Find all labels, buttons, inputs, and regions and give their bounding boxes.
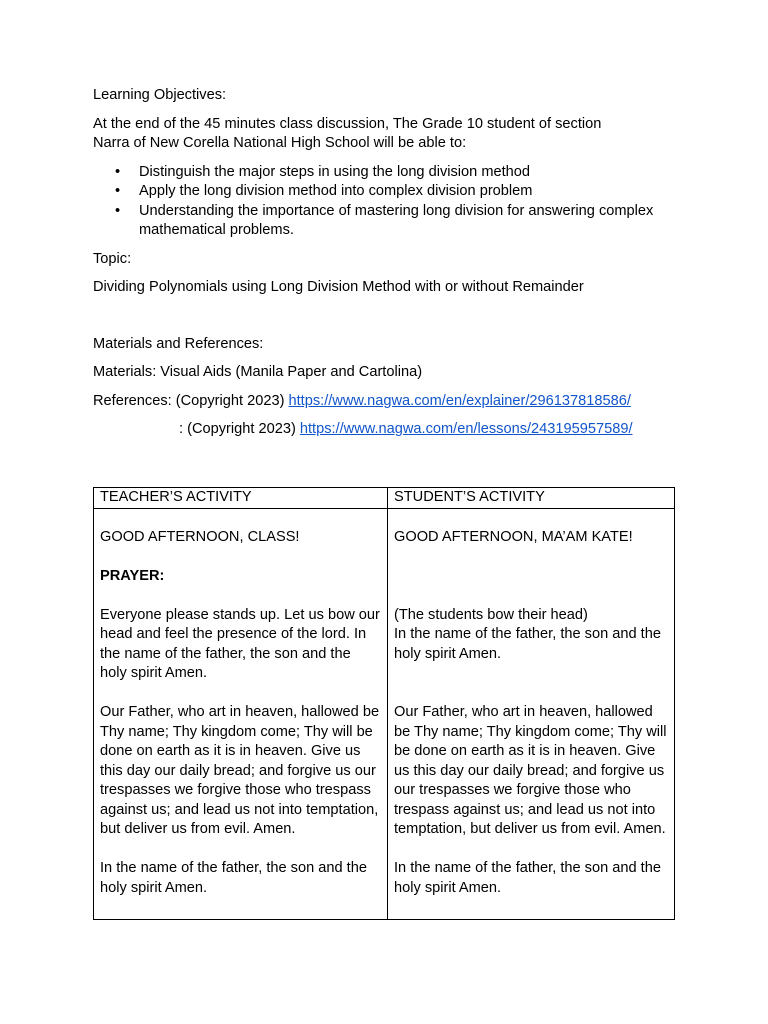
- objectives-intro: [93, 115, 675, 154]
- reference-2-link[interactable]: https://www.nagwa.com/en/lessons/243195957589/: [299, 421, 633, 437]
- objectives-intro-line-1: At the end of the 45 minutes class discussion, The Grade 10 student of section: [93, 115, 602, 132]
- teacher-stand-up: Everyone please stands up. Let us bow our head and feel the presence of the lord. In the name of the father, the son and the holy spirit Amen.: [100, 606, 380, 681]
- student-activity-header: STUDENT’S ACTIVITY: [388, 488, 675, 509]
- reference-2-prefix: : (Copyright 2023): [179, 421, 300, 437]
- objective-item: • Apply the long division method into complex division problem: [139, 182, 675, 202]
- prayer-label: PRAYER:: [100, 567, 165, 584]
- teacher-greeting: GOOD AFTERNOON, CLASS!: [100, 528, 300, 545]
- objective-item: • Distinguish the major steps in using the long division method: [139, 163, 675, 183]
- teacher-activity-header: TEACHER’S ACTIVITY: [94, 488, 388, 509]
- reference-line-1: [93, 392, 675, 412]
- student-our-father: Our Father, who art in heaven, hallowed be Thy name; Thy kingdom come; Thy will be done on earth as it is in heaven. Give us this day our daily bread; and forgive us our trespasses we forgive those who trespass against us; and lead us not into temptation, but deliver us from evil. Amen.: [394, 704, 667, 837]
- topic-text: Dividing Polynomials using Long Division Method with or without Remainder: [93, 279, 584, 295]
- student-sign-of-cross: In the name of the father, the son and the holy spirit Amen.: [394, 626, 661, 662]
- table-row: [94, 508, 675, 920]
- student-activity-cell: [388, 508, 675, 920]
- objectives-heading: Learning Objectives:: [93, 87, 227, 103]
- reference-1-link[interactable]: https://www.nagwa.com/en/explainer/296137818586/: [288, 392, 631, 409]
- teacher-our-father: Our Father, who art in heaven, hallowed be Thy name; Thy kingdom come; Thy will be done on earth as it is in heaven. Give us this day our daily bread; and forgive us our trespasses we forgive those who trespass against us; and lead us not into temptation, but deliver us from evil. Amen.: [100, 704, 380, 837]
- activity-table: [93, 487, 675, 920]
- reference-1-prefix: References: (Copyright 2023): [93, 392, 289, 409]
- materials-text: Materials: Visual Aids (Manila Paper and Cartolina): [93, 364, 423, 380]
- materials-heading: Materials and References:: [93, 335, 264, 352]
- student-greeting: GOOD AFTERNOON, MA’AM KATE!: [394, 528, 633, 545]
- topic-label: Topic:: [93, 250, 132, 267]
- objective-item: • Understanding the importance of mastering long division for answering complex mathematical problems.: [139, 202, 675, 241]
- student-closing: In the name of the father, the son and the holy spirit Amen.: [394, 860, 661, 896]
- lesson-plan-document: [93, 86, 675, 440]
- student-bow: (The students bow their head): [394, 606, 588, 623]
- teacher-closing: In the name of the father, the son and the holy spirit Amen.: [100, 860, 367, 896]
- reference-line-2: [93, 420, 675, 440]
- objectives-intro-line-2: Narra of New Corella National High School will be able to:: [93, 135, 467, 151]
- table-header-row: [94, 488, 675, 509]
- teacher-activity-cell: [94, 508, 388, 920]
- objectives-list: [93, 163, 675, 241]
